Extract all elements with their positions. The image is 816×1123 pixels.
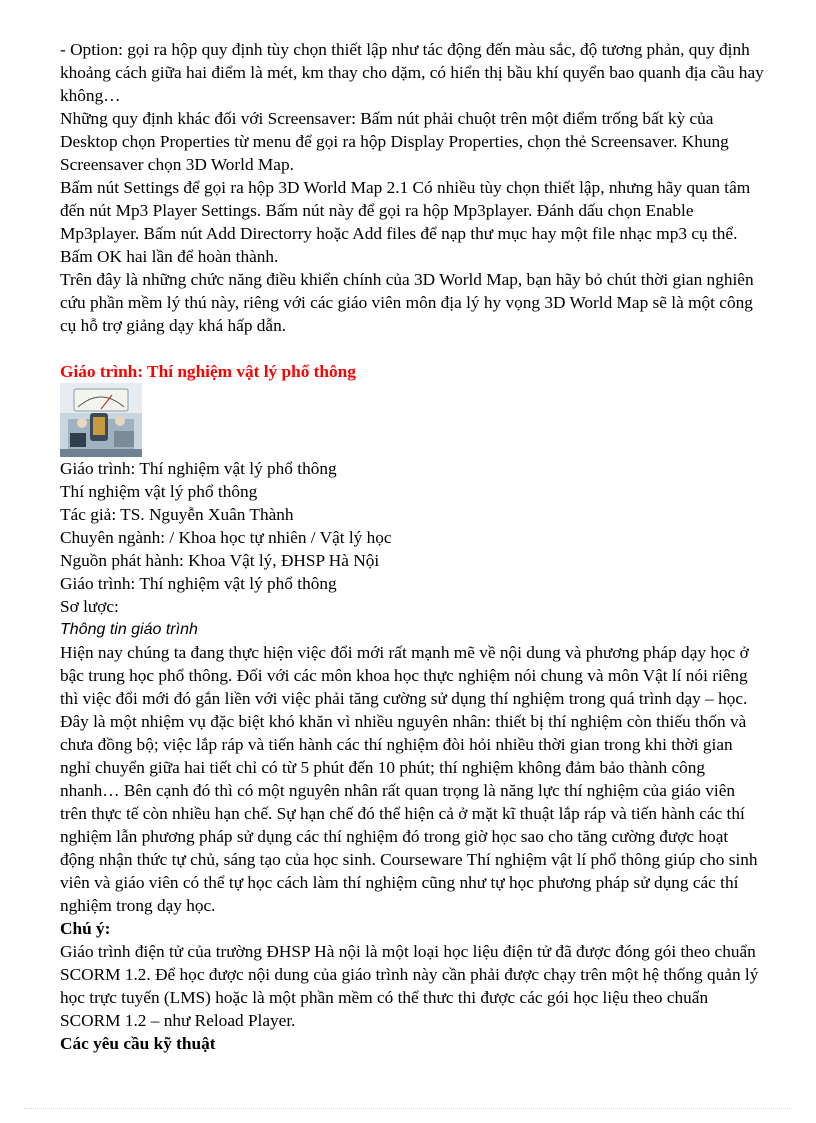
meta-line-summary-label: Sơ lược: (60, 597, 119, 616)
requirements-heading: Các yêu cầu kỹ thuật (60, 1034, 216, 1053)
physics-experiment-thumbnail (60, 383, 142, 457)
meta-line-course: Giáo trình: Thí nghiệm vật lý phổ thông (60, 459, 337, 478)
meta-line-title: Thí nghiệm vật lý phổ thông (60, 482, 258, 501)
meta-line-course-repeat: Giáo trình: Thí nghiệm vật lý phổ thông (60, 574, 337, 593)
course-body-paragraph: Hiện nay chúng ta đang thực hiện việc đổi mới rất mạnh mẽ về nội dung và phương pháp dạy học ở bậc trung học phổ thông. Đối với các môn khoa học thực nghiệm nói chung và môn Vật lí nói riêng thì việc đổi mới đó gắn liền với việc phải tăng cường sử dụng thí nghiệm trong quá trình dạy – học. Đây là một nhiệm vụ đặc biệt khó khăn vì nhiều nguyên nhân: thiết bị thí nghiệm còn thiếu thốn và chưa đồng bộ; việc lắp ráp và tiến hành các thí nghiệm đòi hỏi nhiều thời gian trong khi thời gian nghỉ chuyển giữa hai tiết chỉ có từ 5 phút đến 10 phút; thí nghiệm không đảm bảo thành công nhanh… Bên cạnh đó thì có một nguyên nhân rất quan trọng là năng lực thí nghiệm của giáo viên trên thực tế còn nhiều hạn chế. Sự hạn chế đó thể hiện cả ở mặt kĩ thuật lắp ráp và tiến hành các thí nghiệm lẫn phương pháp sử dụng các thí nghiệm đó trong giờ học sao cho tăng cường được hoạt động nhận thức tự chủ, sáng tạo của học sinh. Courseware Thí nghiệm vật lí phổ thông giúp cho sinh viên và giáo viên có thể tự học cách làm thí nghiệm cũng như tự học phương pháp sử dụng các thí nghiệm trong dạy học. (60, 643, 758, 915)
meta-line-publisher: Nguồn phát hành: Khoa Vật lý, ĐHSP Hà Nội (60, 551, 380, 570)
info-label: Thông tin giáo trình (60, 621, 198, 638)
meta-line-author: Tác giả: TS. Nguyễn Xuân Thành (60, 505, 294, 524)
note-paragraph: Giáo trình điện tử của trường ĐHSP Hà nội là một loại học liệu điện tử đã được đóng gói theo chuẩn SCORM 1.2. Để học được nội dung của giáo trình này cần phải được chạy trên một hệ thống quản lý học trực tuyến (LMS) hoặc là một phần mềm có thể thưc thi được các gói học liệu theo chuẩn SCORM 1.2 – như Reload Player. (60, 942, 759, 1030)
summary-paragraph: Trên đây là những chức năng điều khiển chính của 3D World Map, bạn hãy bỏ chút thời gian nghiên cứu phần mềm lý thú này, riêng với các giáo viên môn địa lý hy vọng 3D World Map sẽ là một công cụ hỗ trợ giảng dạy khá hấp dẫn. (60, 270, 754, 335)
document-content (60, 38, 766, 1055)
meta-line-field: Chuyên ngành: / Khoa học tự nhiên / Vật lý học (60, 528, 392, 547)
page-footer-rule (24, 1108, 792, 1109)
settings-paragraph: Bấm nút Settings để gọi ra hộp 3D World Map 2.1 Có nhiều tùy chọn thiết lập, nhưng hãy quan tâm đến nút Mp3 Player Settings. Bấm nút này để gọi ra hộp Mp3player. Đánh dấu chọn Enable Mp3player. Bấm nút Add Directorry hoặc Add files để nạp thư mục hay một file nhạc mp3 cụ thể. Bấm OK hai lần để hoàn thành. (60, 178, 751, 266)
spacer (60, 337, 766, 360)
screensaver-paragraph: Những quy định khác đối với Screensaver: Bấm nút phải chuột trên một điểm trống bất kỳ của Desktop chọn Properties từ menu để gọi ra hộp Display Properties, chọn thẻ Screensaver. Khung Screensaver chọn 3D World Map. (60, 109, 729, 174)
note-label: Chú ý: (60, 919, 111, 938)
section-heading: Giáo trình: Thí nghiệm vật lý phổ thông (60, 362, 356, 381)
option-paragraph: - Option: gọi ra hộp quy định tùy chọn thiết lập như tác động đến màu sắc, độ tương phản, quy định khoảng cách giữa hai điểm là mét, km thay cho dặm, có hiển thị bầu khí quyển bao quanh địa cầu hay không… (60, 40, 764, 105)
